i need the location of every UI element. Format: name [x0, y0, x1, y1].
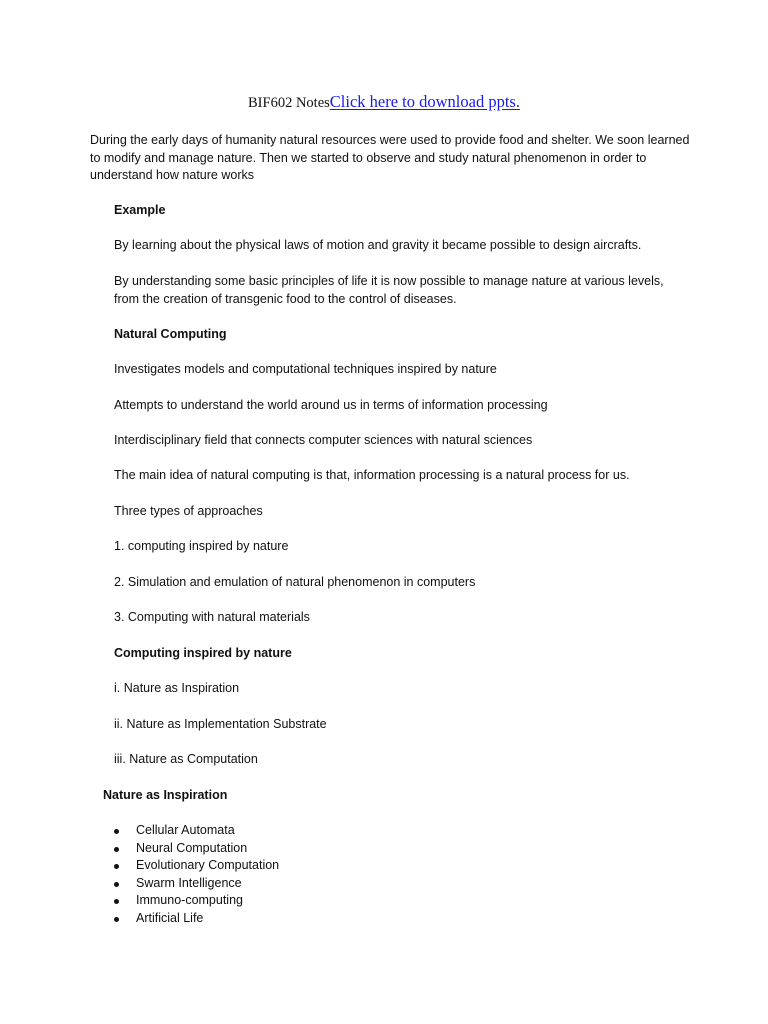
- example-paragraph-2: By understanding some basic principles of life it is now possible to manage nature at various levels, from the creation of transgenic food to the control of diseases.: [114, 274, 664, 306]
- inspired-item: ii. Nature as Implementation Substrate: [114, 717, 327, 731]
- natural-computing-paragraph-4: The main idea of natural computing is that, information processing is a natural process for us.: [114, 468, 630, 482]
- intro-paragraph: During the early days of humanity natural resources were used to provide food and shelter. We soon learned to modify and manage nature. Then we started to observe and study natural phenomenon in order to understand how nature works: [90, 133, 690, 182]
- natural-computing-paragraph-1: Investigates models and computational techniques inspired by nature: [114, 362, 497, 376]
- list-item-label: Evolutionary Computation: [136, 858, 280, 872]
- bullet-icon: [114, 847, 119, 852]
- inspired-item: i. Nature as Inspiration: [114, 681, 240, 695]
- list-item: [113, 822, 279, 840]
- list-item: [113, 910, 279, 928]
- list-item-label: Neural Computation: [136, 840, 248, 855]
- title-prefix: BIF602 Notes: [248, 95, 330, 111]
- example-heading: Example: [114, 203, 166, 217]
- nature-inspiration-list: [113, 822, 279, 927]
- nature-as-inspiration-heading: Nature as Inspiration: [103, 788, 228, 802]
- list-item-label: Swarm Intelligence: [136, 875, 242, 890]
- bullet-icon: [114, 917, 119, 922]
- bullet-icon: [114, 864, 119, 869]
- download-ppts-link[interactable]: Click here to download ppts.: [329, 92, 520, 111]
- bullet-icon: [114, 899, 119, 904]
- natural-computing-paragraph-3: Interdisciplinary field that connects computer sciences with natural sciences: [114, 433, 533, 447]
- approach-item: 2. Simulation and emulation of natural phenomenon in computers: [114, 575, 476, 589]
- bullet-icon: [114, 882, 119, 887]
- list-item: [113, 857, 279, 875]
- inspired-item: iii. Nature as Computation: [114, 752, 258, 766]
- approaches-intro: Three types of approaches: [114, 504, 263, 518]
- example-paragraph-1: By learning about the physical laws of motion and gravity it became possible to design aircrafts.: [114, 238, 642, 252]
- document-title: [0, 92, 768, 112]
- natural-computing-heading: Natural Computing: [114, 327, 227, 341]
- list-item: [113, 892, 279, 910]
- bullet-icon: [114, 829, 119, 834]
- list-item-label: Cellular Automata: [136, 823, 235, 837]
- approach-item: 3. Computing with natural materials: [114, 610, 310, 624]
- list-item: [113, 840, 279, 858]
- list-item-label: Immuno-computing: [136, 893, 243, 907]
- natural-computing-paragraph-2: Attempts to understand the world around us in terms of information processing: [114, 398, 548, 412]
- list-item-label: Artificial Life: [136, 910, 204, 925]
- computing-inspired-heading: Computing inspired by nature: [114, 646, 292, 660]
- list-item: [113, 875, 279, 893]
- approach-item: 1. computing inspired by nature: [114, 539, 289, 553]
